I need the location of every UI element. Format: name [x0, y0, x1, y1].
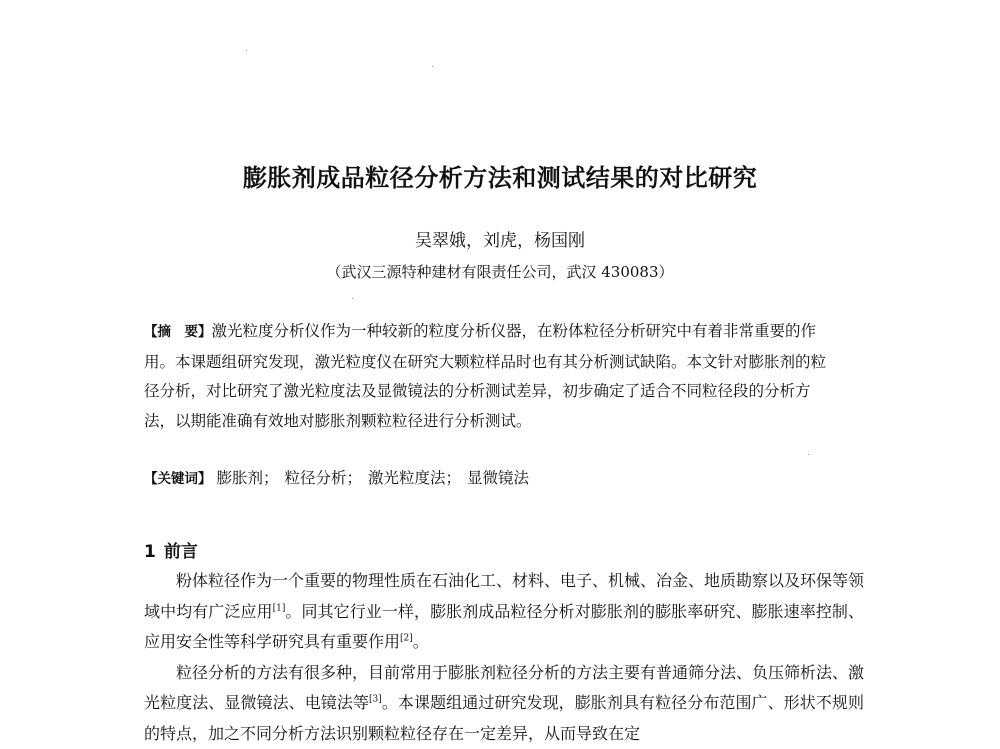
- citation: [3]: [369, 695, 382, 705]
- paragraph: [144, 658, 864, 749]
- abstract-text: 激光粒度分析仪作为一种较新的粒度分析仪器，在粉体粒径分析研究中有着非常重要的作用。本课题组研究发现，激光粒度仪在研究大颗粒样品时也有其分析测试缺陷。本文针对膨胀剂的粒径分析，对比研究了激光粒度法及显微镜法的分析测试差异，初步确定了适合不同粒径段的分析方法，以期能准确有效地对膨胀剂颗粒粒径进行分析测试。: [144, 322, 826, 430]
- scan-speck: [246, 50, 247, 51]
- keyword: 显微镜法: [467, 469, 529, 487]
- abstract-label: 【摘 要】: [144, 324, 212, 340]
- affiliation: （武汉三源特种建材有限责任公司，武汉 430083）: [0, 261, 1000, 282]
- scan-speck: [808, 454, 809, 455]
- keyword: 激光粒度法；: [368, 469, 461, 487]
- paragraph: [144, 566, 864, 658]
- scan-speck: [432, 66, 433, 67]
- keywords-label: 【关键词】: [144, 471, 212, 487]
- section-body: [144, 566, 864, 749]
- paragraph-text: 粉体粒径作为一个重要的物理性质在石油化工、材料、电子、机械、冶金、地质勘察以及环保等领域中均有广泛应用: [144, 571, 864, 621]
- paragraph-text: 。本课题组通过研究发现，膨胀剂具有粒径分布范围广、形状不规则的特点，加之不同分析方法识别颗粒粒径存在一定差异，从而导致在定: [144, 693, 864, 743]
- keyword: 膨胀剂；: [216, 469, 278, 487]
- section-title: 前言: [164, 542, 198, 562]
- section-heading: [144, 537, 198, 562]
- citation: [1]: [273, 603, 286, 613]
- author-list: 吴翠娥，刘虎，杨国刚: [0, 226, 1000, 251]
- abstract-block: [144, 317, 834, 436]
- paragraph-text: 。同其它行业一样，膨胀剂成品粒径分析对膨胀剂的膨胀率研究、膨胀速率控制、应用安全性等科学研究具有重要作用: [144, 602, 864, 652]
- paragraph-text: 。: [413, 632, 429, 651]
- keyword: 粒径分析；: [284, 469, 362, 487]
- paper-title: 膨胀剂成品粒径分析方法和测试结果的对比研究: [0, 158, 1000, 193]
- keywords-block: [144, 464, 834, 493]
- section-number: 1: [144, 542, 156, 562]
- paragraph-text: 粒径分析的方法有很多种，目前常用于膨胀剂粒径分析的方法主要有普通筛分法、负压筛析法、激光粒度法、显微镜法、电镜法等: [144, 663, 864, 713]
- citation: [2]: [400, 634, 413, 644]
- scan-speck: [352, 298, 353, 299]
